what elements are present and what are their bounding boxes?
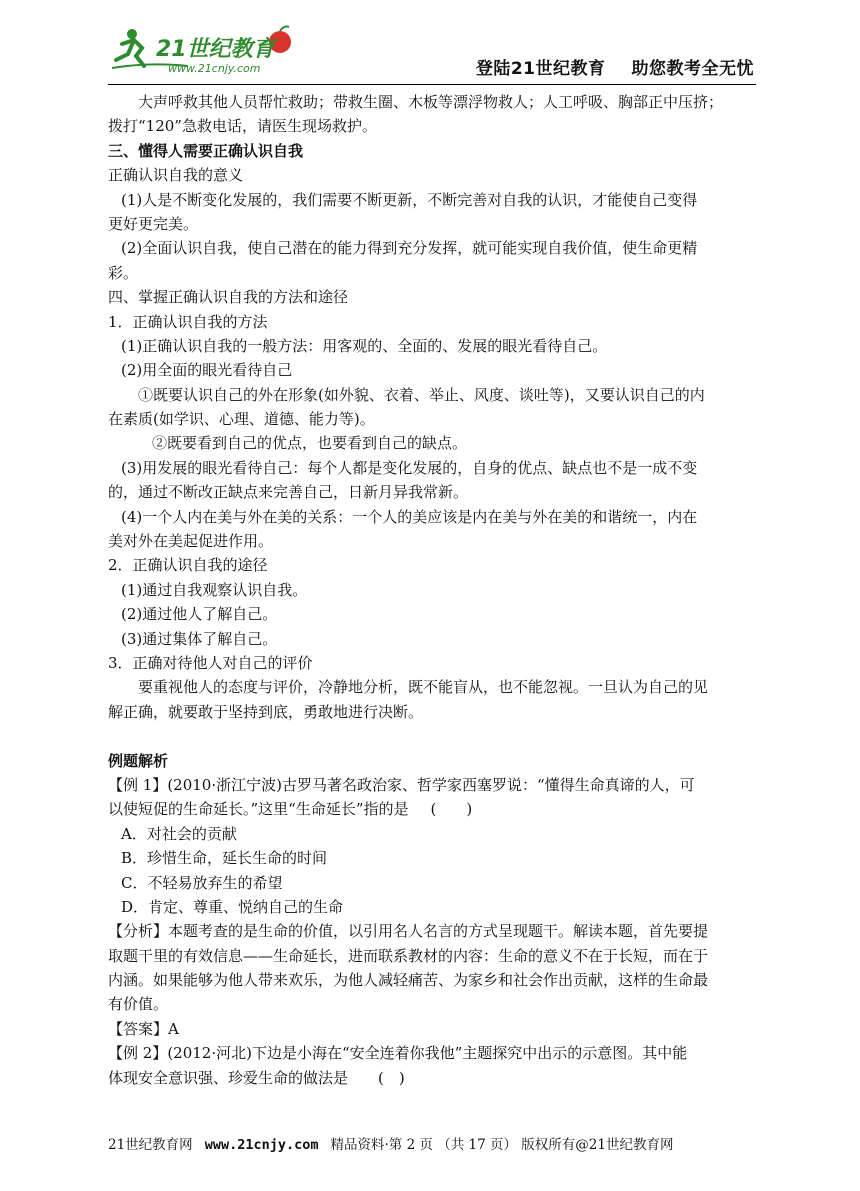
paragraph-line: (2)全面认识自我，使自己潜在的能力得到充分发挥，就可能实现自我价值，使生命更精: [121, 239, 698, 258]
site-logo: [108, 22, 308, 80]
paragraph-line: 更好更完美。: [108, 214, 199, 233]
analysis-line: [108, 919, 756, 943]
question-label: 【例 2】: [108, 1044, 168, 1063]
spacer: [108, 724, 756, 748]
paragraph-line: 要重视他人的态度与评价，冷静地分析，既不能盲从，也不能忽视。一旦认为自己的见: [138, 678, 709, 697]
list-item: ②既要看到自己的优点，也要看到自己的缺点。: [152, 434, 468, 453]
paragraph-line: 大声呼救其他人员帮忙救助；带救生圈、木板等漂浮物救人；人工呼吸、胸部正中压挤；: [138, 93, 724, 111]
header-slogan: [476, 54, 754, 79]
footer-url[interactable]: www.21cnjy.com: [204, 1137, 319, 1153]
option-d: D．肯定、尊重、悦纳自己的生命: [121, 897, 344, 916]
logo-text: 21世纪教育: [156, 37, 275, 62]
paragraph-line: 彩。: [108, 263, 139, 282]
answer-blank: ( ): [430, 800, 473, 819]
answer-value: A: [168, 1019, 179, 1038]
list-item: (1)正确认识自我的一般方法：用客观的、全面的、发展的眼光看待自己。: [121, 336, 608, 355]
question-line: [108, 797, 756, 821]
list-item: (4)一个人内在美与外在美的关系：一个人的美应该是内在美与外在美的和谐统一，内在: [121, 507, 698, 526]
question-text: 体现安全意识强、珍爱生命的做法是: [108, 1068, 349, 1087]
analysis-text: 本题考查的是生命的价值，以引用名人名言的方式呈现题干。解读本题，首先要提: [168, 922, 709, 941]
subheading: 3．正确对待他人对自己的评价: [108, 653, 313, 672]
list-item: ①既要认识自己的外在形象(如外貌、衣着、举止、风度、谈吐等)，又要认识自己的内: [138, 385, 705, 404]
subheading: 正确认识自我的意义: [108, 166, 244, 185]
slogan-right: 助您教考全无忧: [631, 59, 754, 79]
question-line: [108, 1041, 756, 1065]
list-item: (1)通过自我观察认识自我。: [121, 580, 308, 599]
section-heading: 四、掌握正确认识自我的方法和途径: [108, 288, 349, 307]
page-header: [108, 18, 756, 85]
answer-line: [108, 1017, 756, 1041]
list-item: (3)用发展的眼光看待自己：每个人都是变化发展的，自身的优点、缺点也不是一成不变: [121, 458, 698, 477]
list-item: (2)通过他人了解自己。: [121, 605, 278, 624]
question-text: (2010·浙江宁波)古罗马著名政治家、哲学家西塞罗说：“懂得生命真谛的人，可: [167, 775, 695, 794]
option-a: A．对社会的贡献: [121, 824, 237, 843]
logo-url: www.21cnjy.com: [168, 62, 261, 75]
section-heading: 三、懂得人需要正确认识自我: [108, 141, 304, 160]
main-content: [108, 90, 756, 1090]
footer-site: 21世纪教育网: [108, 1137, 193, 1153]
slogan-left: 登陆21世纪教育: [475, 59, 606, 79]
paragraph-line: 拨打“120”急救电话，请医生现场救护。: [108, 117, 377, 136]
question-label: 【例 1】: [108, 775, 168, 794]
analysis-line: 有价值。: [108, 995, 169, 1014]
page-footer: [108, 1133, 756, 1153]
question-line: [108, 1066, 756, 1090]
footer-info: 精品资料·第 2 页 （共 17 页） 版权所有@21世纪教育网: [330, 1137, 674, 1153]
list-item: (3)通过集体了解自己。: [121, 629, 278, 648]
option-c: C．不轻易放弃生的希望: [121, 873, 283, 892]
analysis-line: 取题干里的有效信息——生命延长，进而联系教材的内容：生命的意义不在于长短，而在于: [108, 946, 709, 965]
paragraph-line: 在素质(如学识、心理、道德、能力等)。: [108, 410, 375, 429]
paragraph-line: (1)人是不断变化发展的，我们需要不断更新，不断完善对自我的认识，才能使自己变得: [121, 190, 698, 209]
subheading: 1．正确认识自我的方法: [108, 312, 268, 331]
analysis-line: 内涵。如果能够为他人带来欢乐，为他人减轻痛苦、为家乡和社会作出贡献，这样的生命最: [108, 971, 709, 990]
question-text: (2012·河北)下边是小海在“安全连着你我他”主题探究中出示的示意图。其中能: [167, 1044, 688, 1063]
section-heading: 例题解析: [108, 751, 169, 770]
paragraph-line: 的，通过不断改正缺点来完善自己，日新月异我常新。: [108, 483, 469, 502]
option-b: B．珍惜生命，延长生命的时间: [121, 849, 328, 868]
analysis-label: 【分析】: [108, 922, 169, 941]
answer-blank: ( ): [378, 1068, 405, 1087]
paragraph-line: 美对外在美起促进作用。: [108, 532, 274, 551]
question-line: [108, 773, 756, 797]
paragraph-line: 解正确，就要敢于坚持到底，勇敢地进行决断。: [108, 702, 424, 721]
subheading: 2．正确认识自我的途径: [108, 556, 268, 575]
answer-label: 【答案】: [108, 1019, 169, 1038]
list-item: (2)用全面的眼光看待自己: [121, 361, 293, 380]
question-text: 以使短促的生命延长。”这里“生命延长”指的是: [108, 800, 409, 819]
